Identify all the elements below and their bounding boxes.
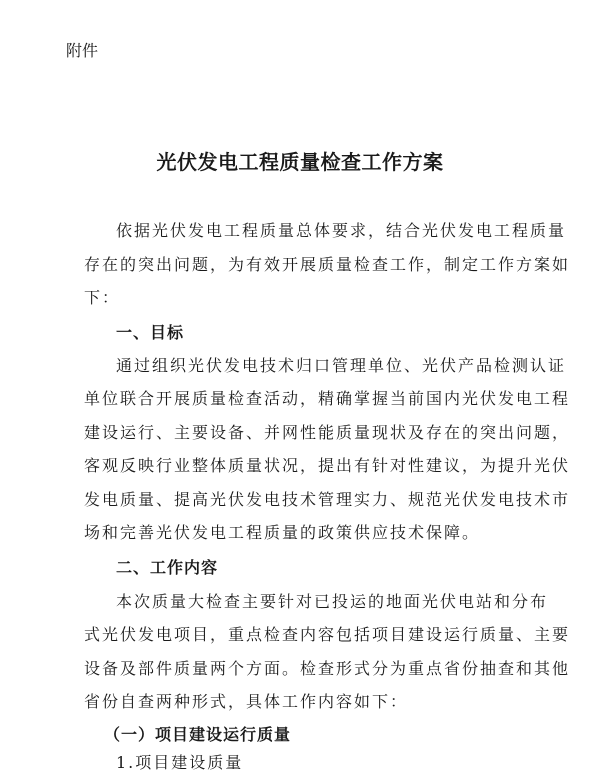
- section-2-line-2: 式光伏发电项目，重点检查内容包括项目建设运行质量、主要: [84, 625, 571, 644]
- section-1-heading: 一、目标: [116, 323, 185, 342]
- section-2-heading: 二、工作内容: [116, 558, 219, 577]
- intro-line-3: 下：: [84, 288, 121, 307]
- section-1-line-1: 通过组织光伏发电技术归口管理单位、光伏产品检测认证: [116, 356, 567, 375]
- section-1-line-4: 客观反映行业整体质量状况，提出有针对性建议，为提升光伏: [84, 456, 571, 475]
- section-1-line-5: 发电质量、提高光伏发电技术管理实力、规范光伏发电技术市: [84, 490, 571, 509]
- document-title: 光伏发电工程质量检查工作方案: [156, 150, 444, 174]
- section-1-line-6: 场和完善光伏发电工程质量的政策供应技术保障。: [84, 523, 481, 542]
- attachment-label: 附件: [66, 41, 99, 60]
- subsection-1-heading: （一）项目建设运行质量: [104, 725, 292, 744]
- section-1-line-2: 单位联合开展质量检查活动，精确掌握当前国内光伏发电工程: [84, 389, 571, 408]
- item-1-label: 1.项目建设质量: [116, 753, 244, 772]
- section-2-line-3: 设备及部件质量两个方面。检查形式分为重点省份抽查和其他: [84, 659, 571, 678]
- intro-line-1: 依据光伏发电工程质量总体要求，结合光伏发电工程质量: [116, 221, 567, 240]
- section-1-line-3: 建设运行、主要设备、并网性能质量现状及存在的突出问题，: [84, 423, 571, 442]
- section-2-line-4: 省份自查两种形式，具体工作内容如下：: [84, 692, 409, 711]
- section-2-line-1: 本次质量大检查主要针对已投运的地面光伏电站和分布: [116, 592, 549, 611]
- intro-line-2: 存在的突出问题，为有效开展质量检查工作，制定工作方案如: [84, 255, 571, 274]
